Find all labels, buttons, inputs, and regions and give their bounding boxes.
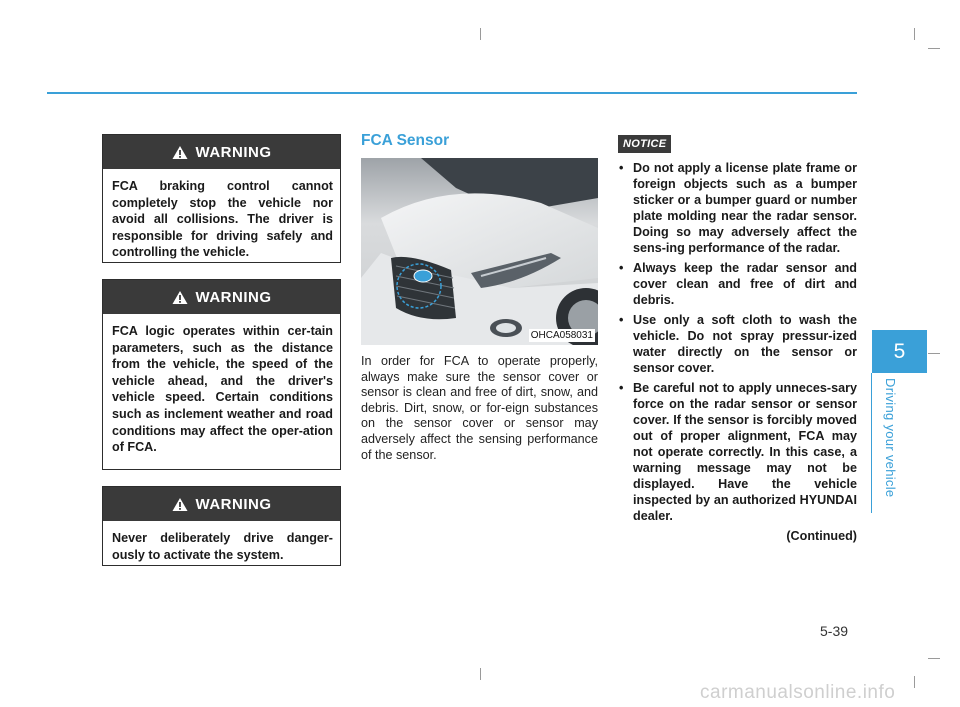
sensor-photo [361, 158, 598, 345]
crop-mark-bottom-right [914, 676, 915, 688]
warning-header [103, 135, 340, 169]
warning-text: Never deliberately drive danger-ously to activate the system. [112, 531, 333, 562]
crop-mark-right-lower [928, 658, 940, 659]
crop-mark-top-right [914, 28, 915, 40]
warning-text: FCA braking control cannot completely stop the vehicle nor avoid all collisions. The driver is responsible for driving safely and controlling the vehicle. [112, 179, 333, 260]
section-body: In order for FCA to operate properly, always make sure the sensor cover or sensor is clean and free of dirt, snow, and debris. Dirt, snow, or for-eign substances on the sensor cover or sensor may adversely affect the sensing performance of the sensor. [361, 354, 598, 462]
warning-triangle-icon [172, 290, 188, 305]
list-item: • Use only a soft cloth to wash the vehicle. Do not spray pressur-ized water directly on the sensor or sensor cover. [617, 312, 857, 376]
warning-triangle-icon [172, 145, 188, 160]
chapter-rule [871, 373, 872, 513]
crop-mark-right-middle [928, 353, 940, 354]
list-item: • Do not apply a license plate frame or foreign objects such as a bumper sticker or a bumper guard or number plate molding near the radar sensor. Doing so may adversely affect the sens-ing performance of the radar. [617, 160, 857, 256]
warning-text: FCA logic operates within cer-tain parameters, such as the distance from the vehicle, the speed of the vehicle ahead, and the driver's vehicle speed. Certain conditions such as inclement weather and road conditions may affect the oper-ation of FCA. [112, 324, 333, 455]
continued-label: (Continued) [786, 529, 857, 543]
warning-label: WARNING [195, 495, 272, 513]
crop-mark-top-center [480, 28, 481, 40]
warning-header [103, 487, 340, 521]
notice-badge: NOTICE [618, 135, 671, 153]
watermark: carmanualsonline.info [700, 682, 896, 703]
list-item: • Be careful not to apply unneces-sary force on the radar sensor or sensor cover. If the sensor is forcibly moved out of proper alignment, FCA may not operate correctly. In this case, a warning message may not be displayed. Have the vehicle inspected by an authorized HYUNDAI dealer. [617, 380, 857, 524]
image-code: OHCA058031 [530, 330, 593, 341]
notice-list [617, 160, 857, 528]
crop-mark-bottom-center [480, 668, 481, 680]
list-item: • Always keep the radar sensor and cover clean and free of dirt and debris. [617, 260, 857, 308]
warning-label: WARNING [195, 143, 272, 161]
warning-box-logic [102, 279, 341, 470]
warning-box-driving [102, 486, 341, 566]
warning-label: WARNING [195, 288, 272, 306]
warning-header [103, 280, 340, 314]
warning-box-braking [102, 134, 341, 263]
car-front-illustration [361, 158, 598, 345]
crop-mark-right-upper [928, 48, 940, 49]
warning-triangle-icon [172, 497, 188, 512]
chapter-label: Driving your vehicle [883, 378, 898, 498]
page-number: 5-39 [820, 623, 849, 639]
section-title: FCA Sensor [361, 132, 450, 149]
header-rule [47, 92, 857, 94]
chapter-tab: 5 [872, 330, 927, 373]
